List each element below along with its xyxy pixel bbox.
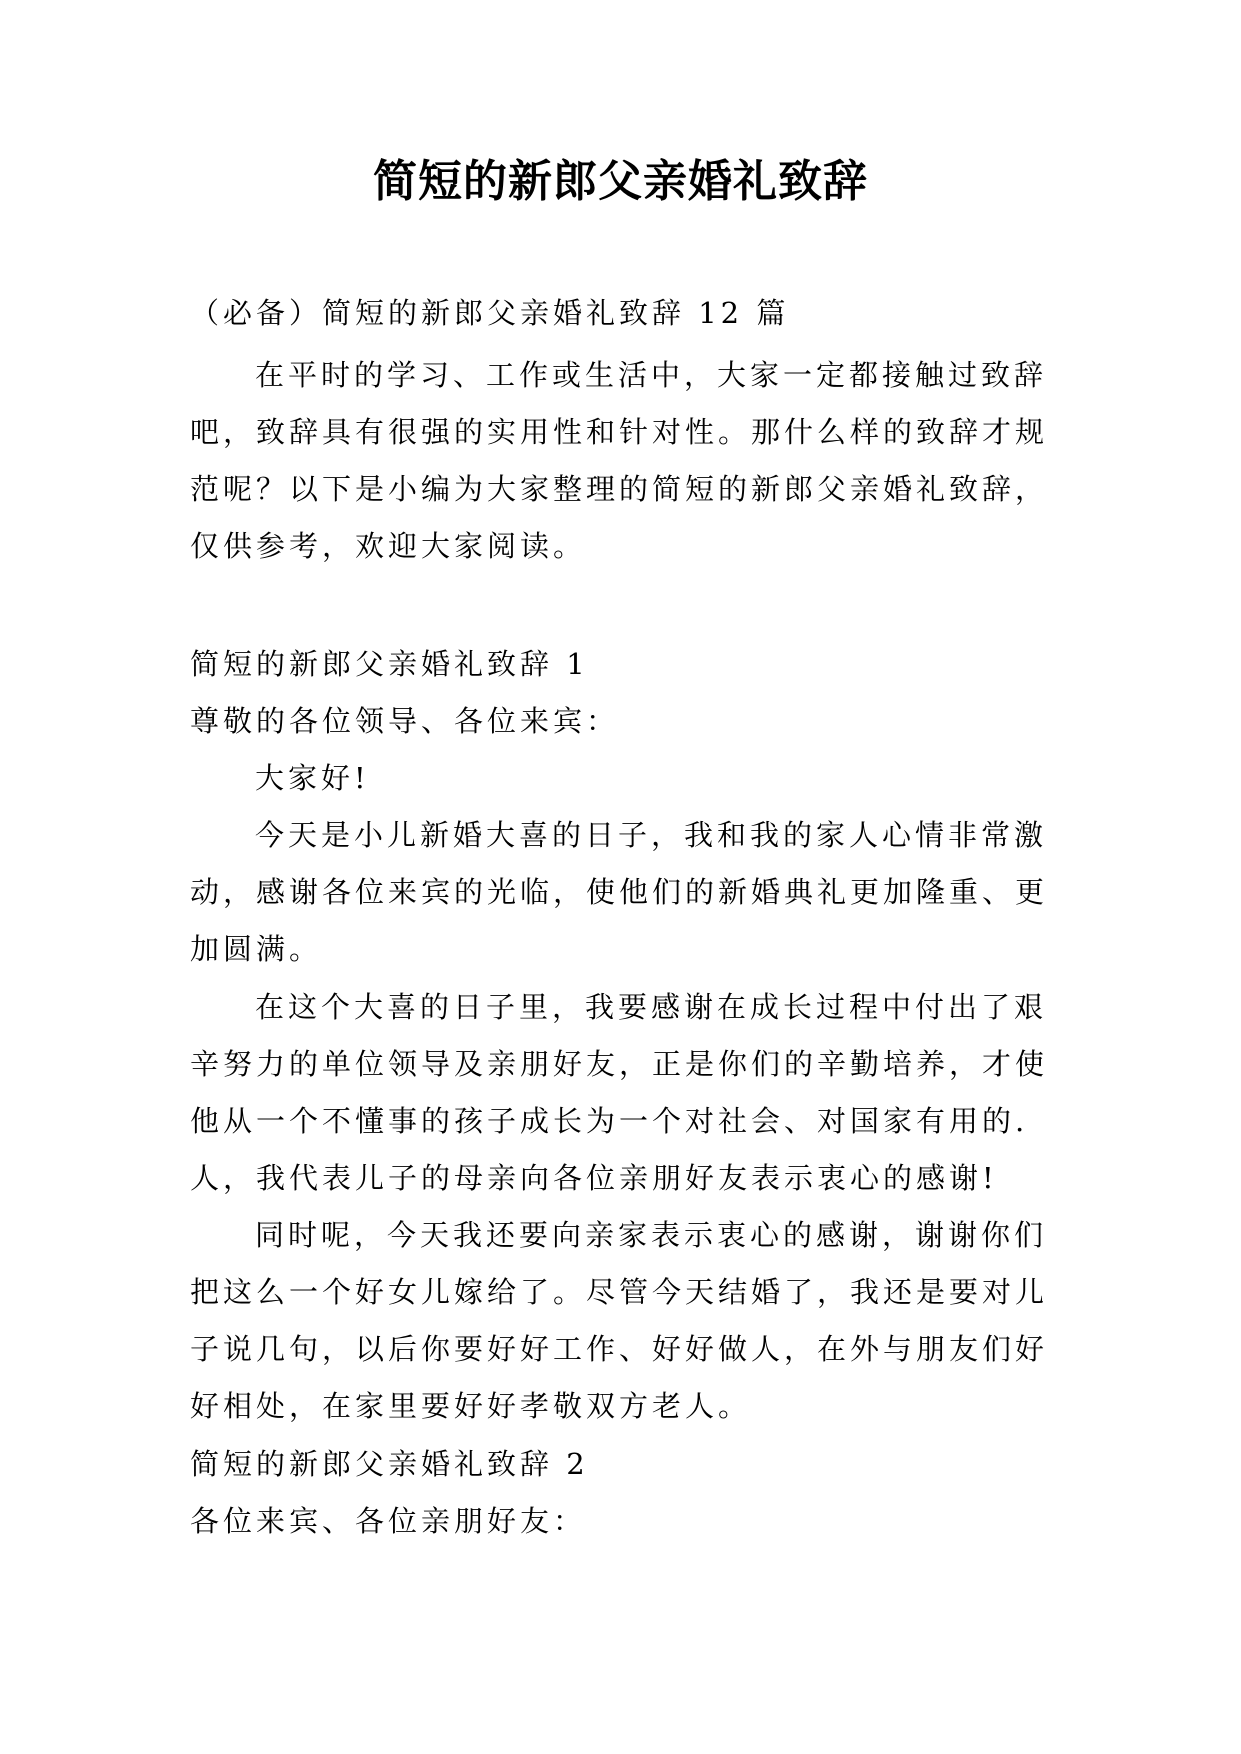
paragraph-line: 仅供参考，欢迎大家阅读。 — [190, 529, 587, 563]
paragraph-line: 吧，致辞具有很强的实用性和针对性。那什么样的致辞才规 — [190, 415, 1049, 449]
paragraph-line: 在这个大喜的日子里，我要感谢在成长过程中付出了艰 — [255, 990, 1048, 1024]
paragraph-line: 好相处，在家里要好好孝敬双方老人。 — [190, 1389, 752, 1423]
paragraph-line: 动，感谢各位来宾的光临，使他们的新婚典礼更加隆重、更 — [190, 875, 1049, 909]
page-title: 简短的新郎父亲婚礼致辞 — [373, 156, 868, 207]
paragraph-line: 在平时的学习、工作或生活中，大家一定都接触过致辞 — [255, 358, 1048, 392]
paragraph-line: 今天是小儿新婚大喜的日子，我和我的家人心情非常激 — [255, 818, 1048, 852]
paragraph-line: 同时呢，今天我还要向亲家表示衷心的感谢，谢谢你们 — [255, 1218, 1048, 1252]
salutation-line: 各位来宾、各位亲朋好友： — [190, 1504, 587, 1538]
paragraph-line: 辛努力的单位领导及亲朋好友，正是你们的辛勤培养，才使 — [190, 1047, 1049, 1081]
salutation-line: 尊敬的各位领导、各位来宾： — [190, 704, 620, 738]
paragraph-line: 加圆满。 — [190, 932, 323, 966]
subtitle-line: （必备）简短的新郎父亲婚礼致辞 12 篇 — [190, 296, 790, 330]
section-heading: 简短的新郎父亲婚礼致辞 1 — [190, 647, 589, 681]
paragraph-line: 他从一个不懂事的孩子成长为一个对社会、对国家有用的. — [190, 1104, 1029, 1138]
section-heading: 简短的新郎父亲婚礼致辞 2 — [190, 1447, 589, 1481]
paragraph-line: 人，我代表儿子的母亲向各位亲朋好友表示衷心的感谢! — [190, 1161, 998, 1195]
paragraph-line: 范呢？以下是小编为大家整理的简短的新郎父亲婚礼致辞， — [190, 472, 1049, 506]
greeting-line: 大家好! — [255, 761, 370, 795]
paragraph-line: 子说几句，以后你要好好工作、好好做人，在外与朋友们好 — [190, 1332, 1049, 1366]
paragraph-line: 把这么一个好女儿嫁给了。尽管今天结婚了，我还是要对儿 — [190, 1275, 1049, 1309]
